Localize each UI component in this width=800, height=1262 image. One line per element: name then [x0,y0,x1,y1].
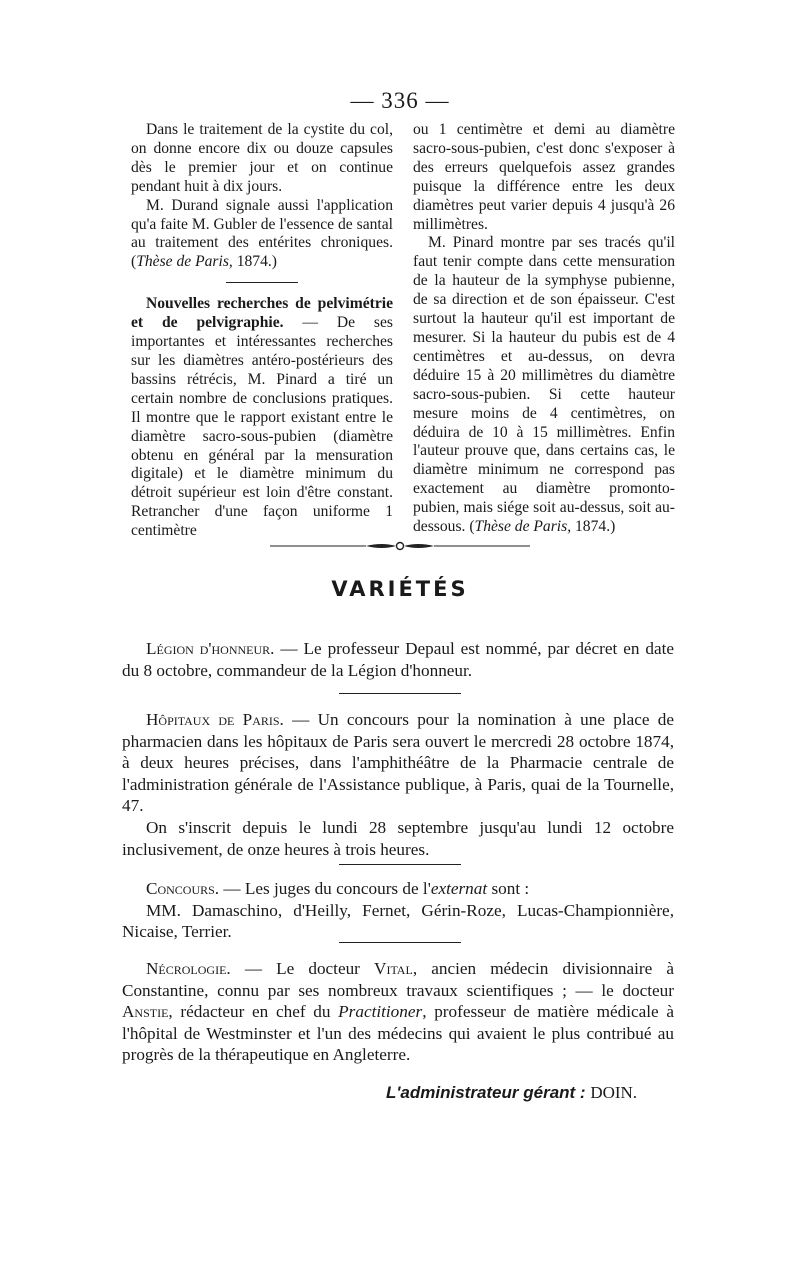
article-heading: Nouvelles recherches de pelvimétrie et de pelvigraphie. [131,295,393,332]
separator-rule [226,282,298,283]
signature [386,1083,641,1103]
citation: Thèse de Paris [136,253,229,271]
item-label: Légion d'honneur. [146,639,275,658]
signature-label: L'administrateur gérant : [386,1083,586,1102]
separator-rule [339,864,461,865]
santal-paragraph: M. Durand signale aussi l'application qu'a faite M. Gubler de l'essence de santal au traitement des entérites chroniques. (Thèse de Paris, 1874.) [131,196,393,271]
separator-rule [339,942,461,943]
left-column [131,121,393,541]
section-title: VARIÉTÉS [331,577,469,601]
separator-rule [339,693,461,694]
right-column [413,121,675,537]
pinard-paragraph: M. Pinard montre par ses tracés qu'il faut tenir compte dans cette mensuration de la hauteur de la symphyse pubienne, de sa direction et de son épaisseur. C'est surtout la hauteur qu'il est important de mesurer. Si la hauteur du pubis est de 4 centimètres et au-dessus, on devra déduire 15 à 20 millimètres du diamètre sacro-sous-pubien. Si cette hauteur mesure moins de 4 centimètres, on déduira de 10 à 15 millimètres. Enfin l'auteur prouve que, dans certains cas, le diamètre minimum ne correspond pas exactement au diamètre promonto-pubien, mais siége soit au-dessus, soit au-dessous. (Thèse de Paris, 1874.) [413,234,675,536]
legion-item: Légion d'honneur. — Le professeur Depaul est nommé, par décret en date du 8 octobre, commandeur de la Légion d'honneur. [122,639,674,680]
item-label: Hôpitaux de Paris. [146,710,284,729]
page-number: — 336 — [350,88,450,113]
signature-name: DOIN. [590,1083,638,1102]
pelvimetrie-paragraph: Nouvelles recherches de pelvimétrie et de pelvigraphie. — De ses importantes et intéressantes recherches sur les diamètres antéro-postérieurs des bassins rétrécis, M. Pinard a tiré un certain nombre de conclusions pratiques. Il montre que le rapport existant entre le diamètre sacro-sous-pubien (diamètre obtenu en général par la mensuration digitale) et le diamètre minimum du détroit supérieur est loin d'être constant. Retrancher d'une façon uniforme 1 centimètre [131,295,393,540]
necrologie-item: Nécrologie. — Le docteur Vital, ancien médecin divisionnaire à Constantine, connu par ses nombreux travaux scientifiques ; — le docteur Anstie, rédacteur en chef du Practitioner, professeur de matière médicale à l'hôpital de Westminster et l'un des médecins qui avaient le plus contribué au progrès de la thérapeutique en Angleterre. [122,959,675,1065]
hopitaux-item: Hôpitaux de Paris. — Un concours pour la nomination à une place de pharmacien dans les hôpitaux de Paris sera ouvert le mercredi 28 octobre 1874, à deux heures précises, dans l'amphithéâtre de la Pharmacie centrale de l'administration générale de l'Assistance publique, à Paris, quai de la Tournelle, 47. On s'inscrit depuis le lundi 28 septembre jusqu'au lundi 12 octobre inclusivement, de onze heures à trois heures. [122,710,674,859]
cystite-paragraph: Dans le traitement de la cystite du col, on donne encore dix ou douze capsules dès le premier jour et on continue pendant huit à dix jours. [131,121,393,195]
item-label: Concours. [146,879,220,898]
item-label: Nécrologie. [146,959,231,978]
citation: Thèse de Paris [474,518,568,536]
concours-item: Concours. — Les juges du concours de l'externat sont : MM. Damaschino, d'Heilly, Fernet, Gérin-Roze, Lucas-Championnière, Nicaise, Terrier. [122,879,674,942]
continuation-paragraph: ou 1 centimètre et demi au diamètre sacro-sous-pubien, c'est donc s'exposer à des erreurs quelquefois assez grandes puisque la différence entre les deux diamètres peut varier depuis 4 jusqu'à 26 millimètres. [413,121,675,233]
ornament-divider [270,540,530,552]
